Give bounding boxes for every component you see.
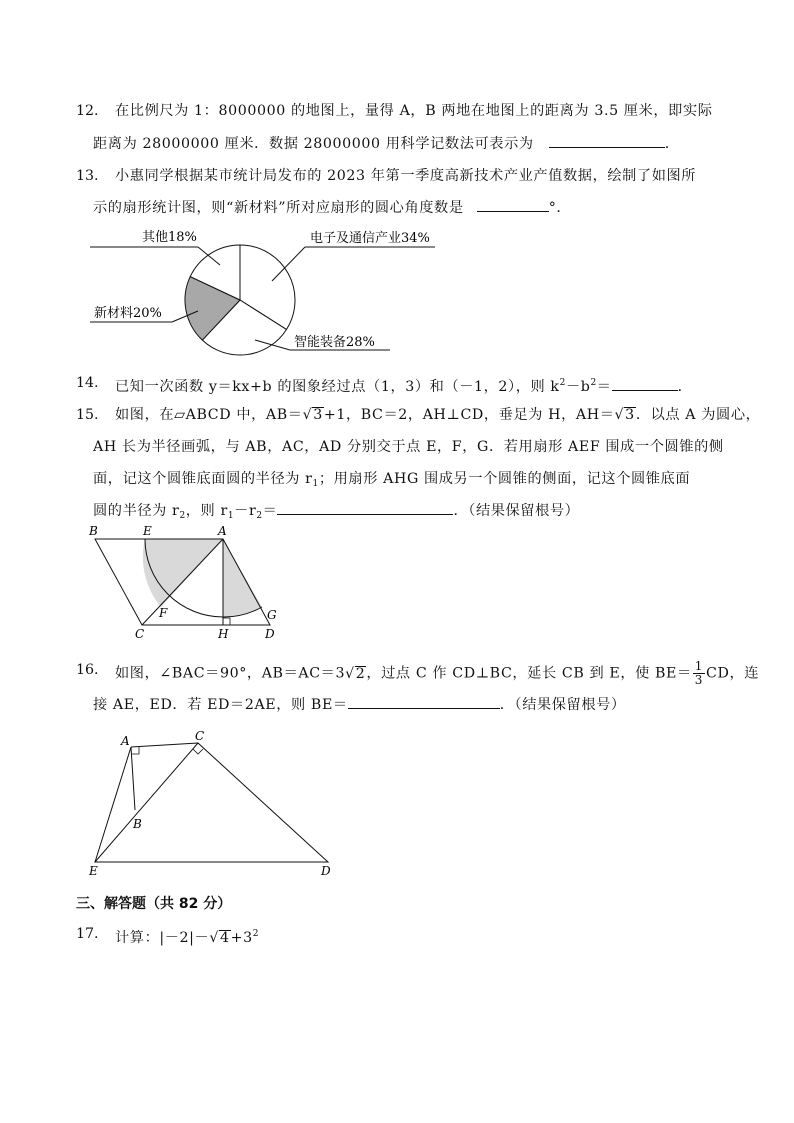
label-g: G [267, 608, 277, 622]
triangle-ecd [95, 743, 328, 862]
label-e: E [89, 864, 98, 878]
q16-l1a: 如图，∠BAC＝90°，AB＝AC＝3 [115, 665, 346, 682]
label-f: F [159, 606, 168, 620]
pie-label-electronics: 电子及通信产业34% [310, 231, 430, 246]
q15-answer-blank[interactable] [277, 500, 453, 515]
q16-sqrt2: √2 [345, 665, 366, 682]
q15-l3a: 面，记这个圆锥底面圆的半径为 r [93, 471, 313, 487]
q15-l4b: ，则 r [185, 503, 228, 519]
label-a: A [218, 524, 227, 538]
q15-number: 15. [76, 407, 99, 423]
right-angle-c [193, 749, 203, 754]
q12-end: ． [664, 136, 680, 152]
q16-l1c: CD，连 [706, 665, 760, 682]
q15-sub-r2b: 2 [256, 511, 263, 521]
q16-l2a: 接 AE，ED．若 ED＝2AE，则 BE＝ [93, 697, 348, 713]
right-angle-a [132, 747, 139, 754]
segment-ae [95, 747, 131, 862]
label-b: B [133, 817, 142, 831]
q12-line2 [93, 133, 680, 154]
q12-answer-blank[interactable] [549, 133, 665, 148]
q16-number: 16. [76, 662, 99, 678]
q15-l1b: +1，BC＝2，AH⊥CD，垂足为 H，AH＝ [323, 407, 615, 423]
q12-line2-text: 距离为 28000000 厘米．数据 28000000 用科学记数法可表示为 [93, 136, 534, 152]
q17-number: 17. [76, 926, 99, 942]
q17-line [115, 924, 259, 948]
q15-l4a: 圆的半径为 r [93, 503, 180, 519]
label-h: H [218, 627, 229, 641]
q15-figure [85, 525, 285, 643]
q15-sub-r1: 1 [312, 479, 319, 489]
q17-post: +3 [230, 930, 253, 946]
q16-answer-blank[interactable] [348, 694, 500, 709]
q17-exp: 2 [252, 929, 260, 939]
q14-pre: 已知一次函数 y＝kx+b 的图象经过点（1，3）和（－1，2），则 k [115, 379, 560, 395]
q12-line1: 在比例尺为 1：8000000 的地图上，量得 A，B 两地在地图上的距离为 3.5 厘米，即实际 [115, 103, 713, 119]
label-e: E [143, 524, 152, 538]
q15-l3b: ；用扇形 AHG 围成另一个圆锥的侧面，记这个圆锥底面 [318, 471, 691, 487]
q16-line2 [93, 694, 626, 715]
q13-answer-blank[interactable] [477, 197, 549, 212]
q13-pie-chart [80, 225, 430, 360]
q13-line2 [93, 197, 571, 218]
pie-label-equipment: 智能装备28% [294, 335, 375, 350]
q14-answer-blank[interactable] [612, 376, 678, 391]
label-a: A [121, 734, 130, 748]
sector-aef [143, 539, 223, 607]
q15-sqrt3-b: √3 [614, 407, 635, 423]
label-c: C [135, 627, 145, 641]
q17-pre: 计算：|－2|－ [115, 930, 210, 946]
q13-line2-text: 示的扇形统计图，则“新材料”所对应扇形的圆心角度数是 [93, 200, 464, 216]
q17-sqrt4: √4 [209, 930, 230, 946]
q15-line1 [115, 405, 760, 425]
q15-l4c: －r [234, 503, 257, 519]
q15-l4d: ＝ [262, 503, 278, 519]
pie-label-other: 其他18% [142, 230, 197, 245]
label-b: B [89, 524, 98, 538]
segment-ab [131, 747, 135, 810]
q16-line1 [115, 660, 759, 687]
pie-label-material: 新材料20% [94, 306, 162, 321]
q15-sub-r2a: 2 [179, 511, 186, 521]
q15-l1a: 如图，在▱ABCD 中，AB＝ [115, 407, 303, 423]
q16-figure [85, 725, 345, 880]
q16-l2b: ．（结果保留根号） [499, 697, 626, 713]
q13-number: 13. [76, 168, 99, 184]
q12-number: 12. [76, 103, 99, 119]
q16-fraction: $\frac{1}{3}$ [694, 659, 704, 687]
q15-sub-r1b: 1 [227, 511, 235, 521]
q15-l4e: ．（结果保留根号） [453, 503, 580, 519]
label-d: D [321, 864, 331, 878]
q15-sqrt3-a: √3 [302, 407, 323, 423]
label-d: D [265, 627, 275, 641]
q14-end: ． [677, 379, 693, 395]
label-c: C [195, 729, 205, 743]
q14-mid: －b [565, 379, 591, 395]
q15-line2: AH 长为半径画弧，与 AB，AC，AD 分别交于点 E，F，G．若用扇形 AEF 围成一个圆锥的侧 [93, 439, 724, 455]
right-angle-h [223, 618, 230, 625]
q16-l1b: ，过点 C 作 CD⊥BC，延长 CB 到 E，使 BE＝ [366, 665, 692, 682]
q14-exp-k: 2 [559, 378, 566, 388]
q13-end: °． [548, 200, 572, 216]
q14-exp-b: 2 [590, 378, 597, 388]
segment-ac [131, 743, 198, 747]
section-3-title: 三、解答题（共 82 分） [76, 896, 232, 912]
q15-l1c: ．以点 A 为圆心， [635, 407, 761, 423]
q14-number: 14. [76, 375, 99, 391]
q15-line4 [93, 500, 579, 526]
q13-line1: 小惠同学根据某市统计局发布的 2023 年第一季度高新技术产业产值数据，绘制了如图所 [115, 168, 697, 184]
q14-post: ＝ [596, 379, 612, 395]
q14-line [115, 373, 692, 397]
q15-line3 [93, 469, 690, 494]
